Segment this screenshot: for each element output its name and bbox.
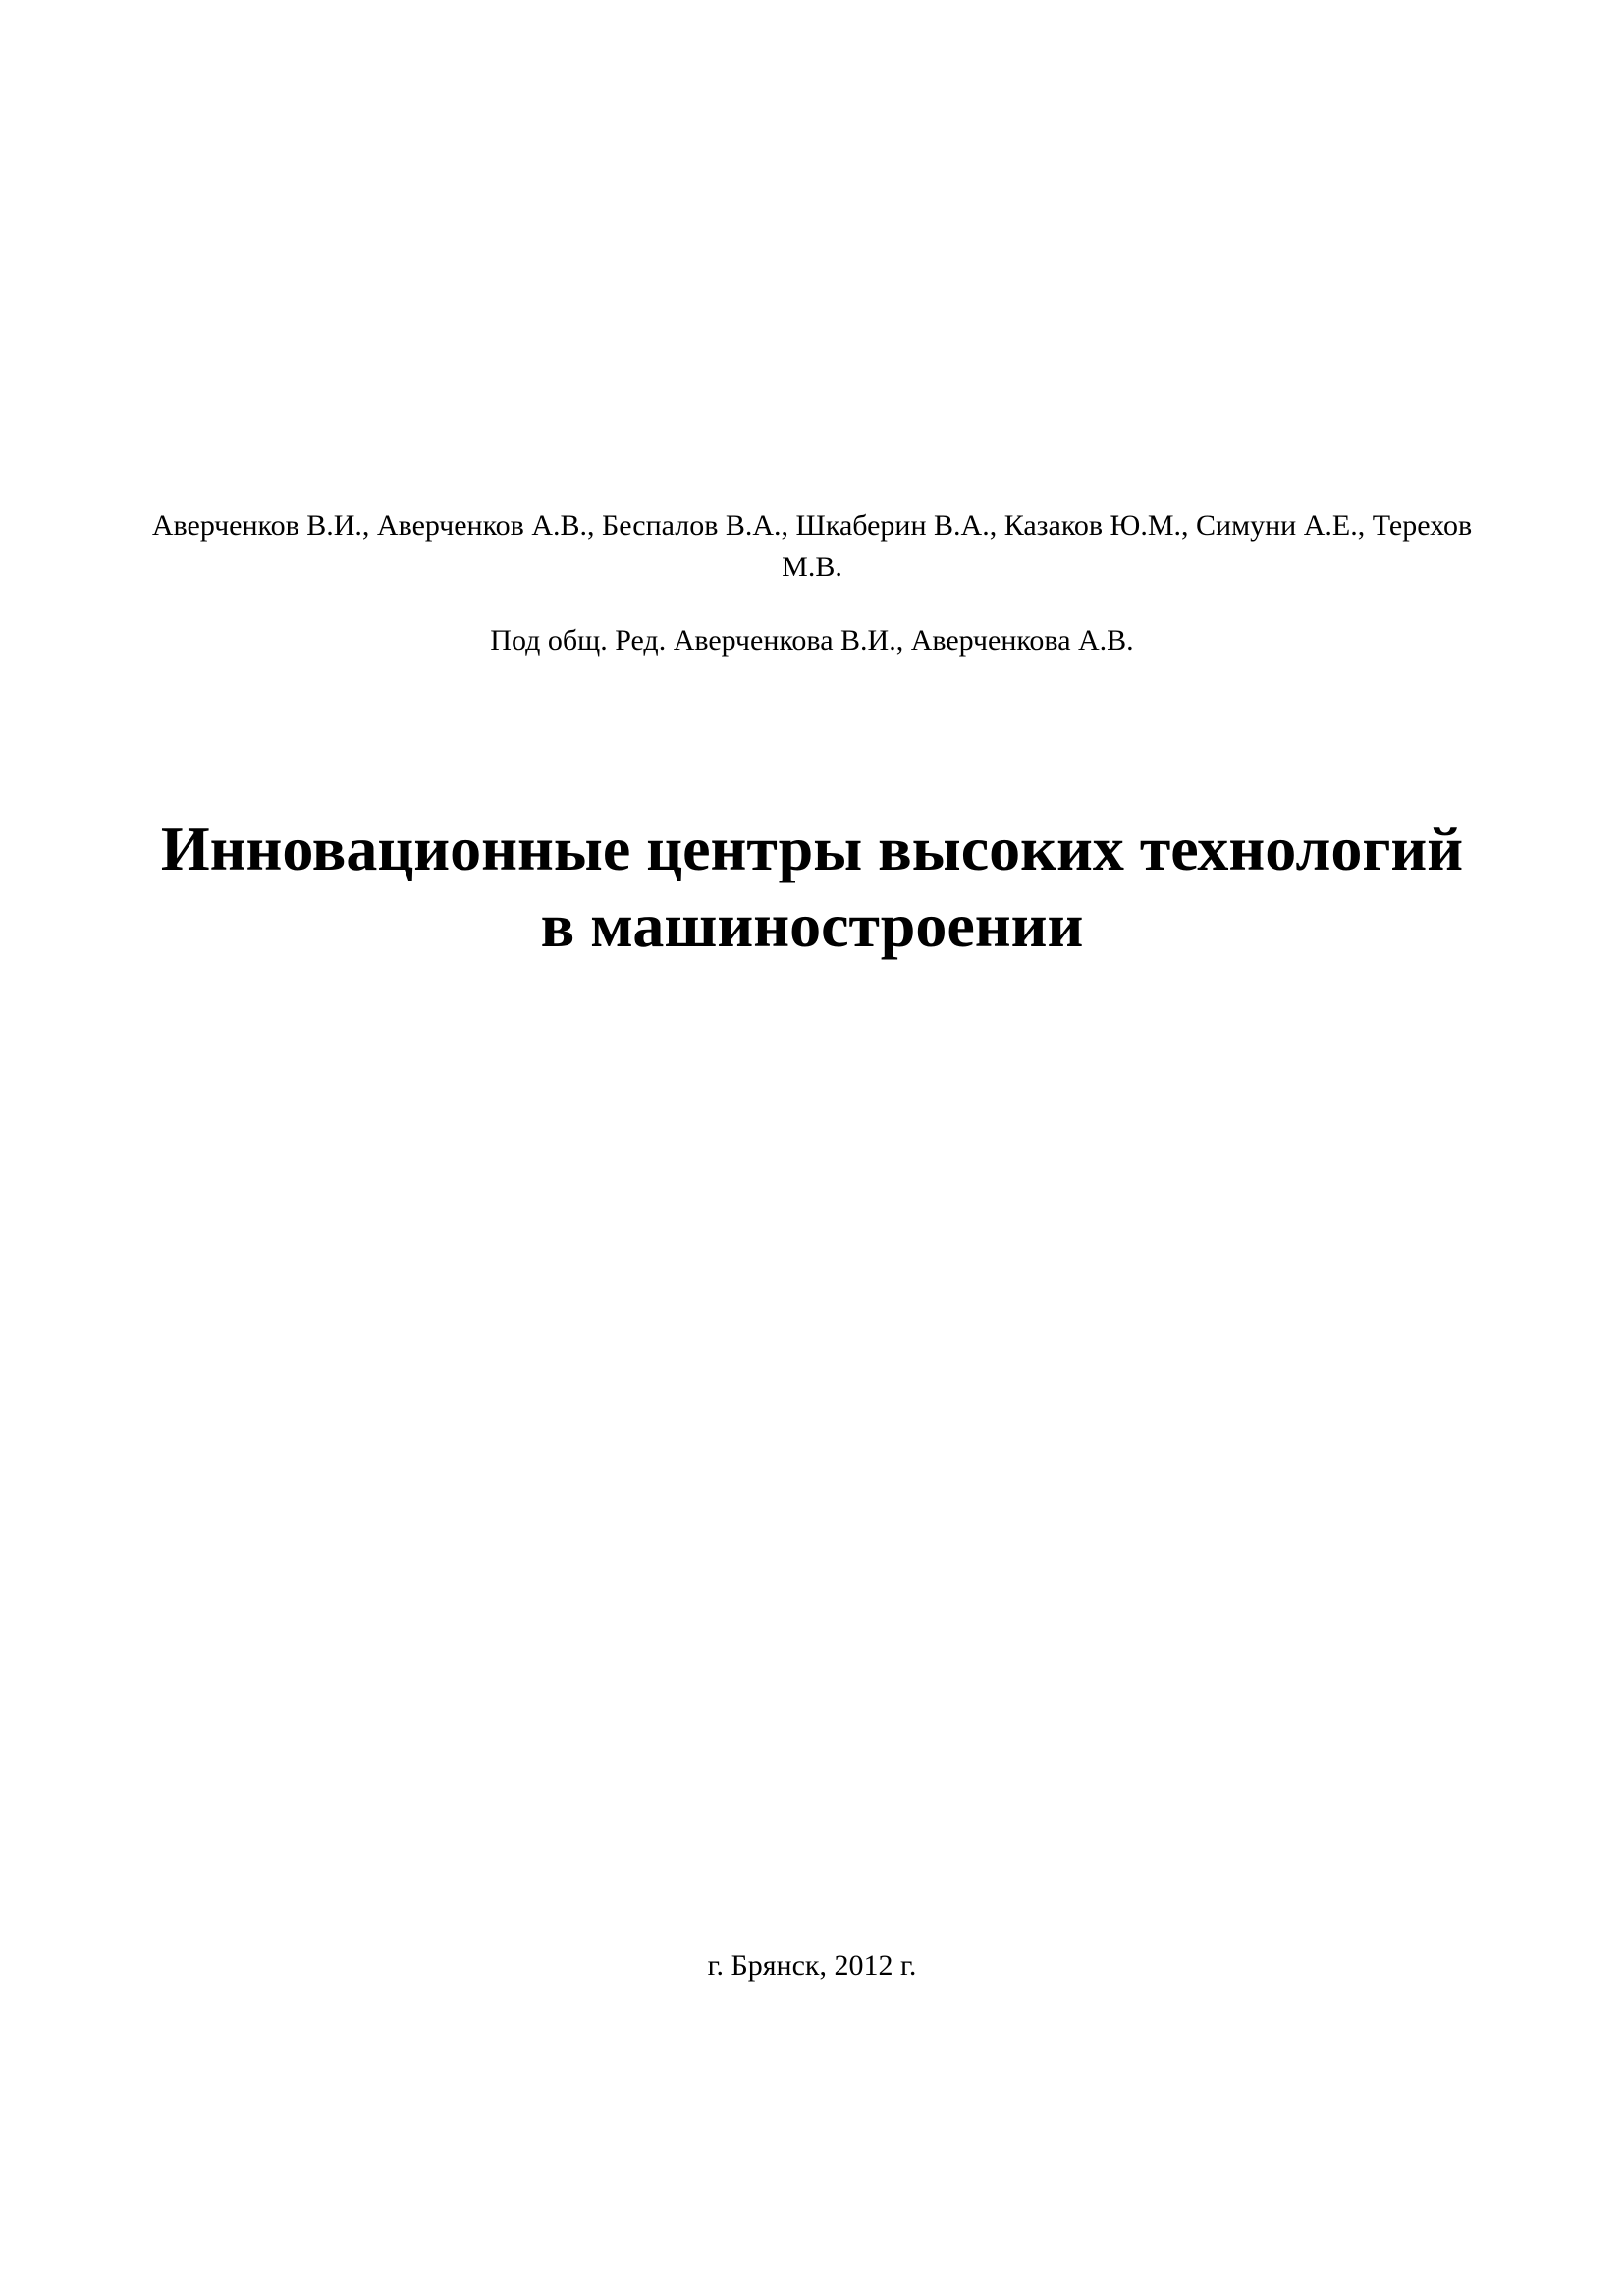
editors-line: Под общ. Ред. Аверченкова В.И., Аверченкова А.В. (490, 624, 1134, 657)
title-line-1: Инновационные центры высоких технологий (160, 814, 1464, 883)
authors-list: Аверченков В.И., Аверченков А.В., Беспалов В.А., Шкаберин В.А., Казаков Ю.М., Симуни А.Е., Терехов М.В. (151, 509, 1473, 583)
place-and-year: г. Брянск, 2012 г. (707, 1949, 917, 1982)
title-line-2: в машиностроении (540, 890, 1084, 960)
document-title (118, 811, 1506, 964)
